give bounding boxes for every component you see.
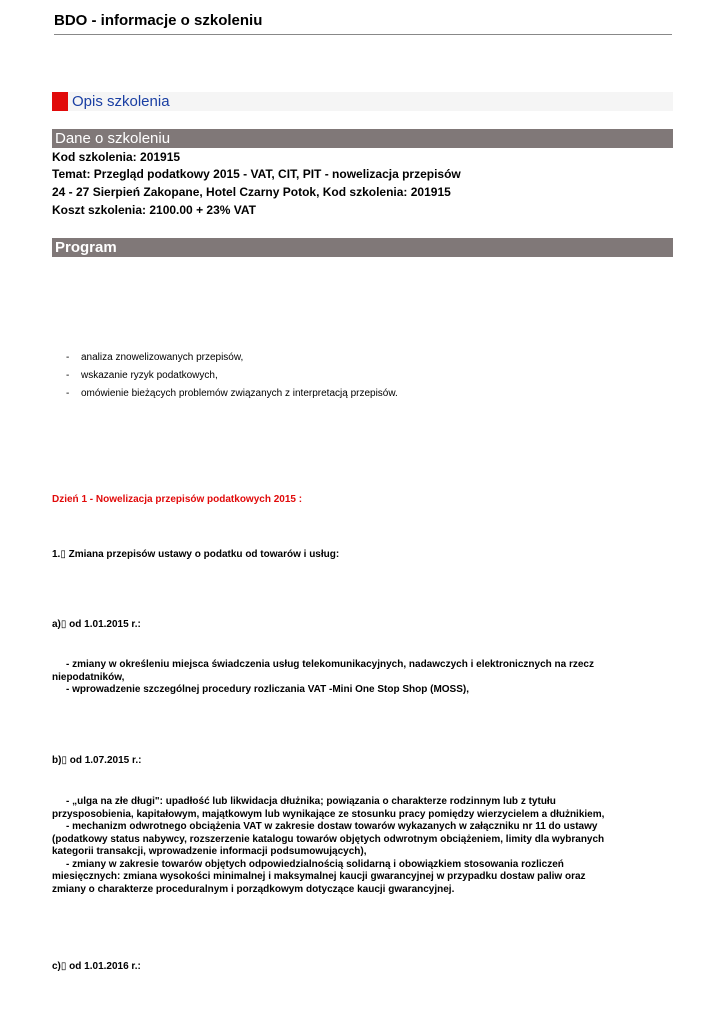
list-item: miesięcznych: zmiana wysokości minimalnej i maksymalnej kaucji gwarancyjnej w przypadku dostaw paliw oraz <box>52 871 586 882</box>
section-b-items <box>52 796 672 896</box>
list-item: - zmiany w zakresie towarów objętych odpowiedzialnością solidarną i obowiązkiem stosowania rozliczeń <box>66 858 564 870</box>
goals-list <box>66 350 398 404</box>
list-item: - wprowadzenie szczególnej procedury rozliczania VAT -Mini One Stop Shop (MOSS), <box>66 684 470 695</box>
list-item: - omówienie bieżących problemów związanych z interpretacją przepisów. <box>66 388 398 399</box>
list-item: przysposobienia, kapitałowym, majątkowym lub wynikające ze stosunku pracy pomiędzy wierzycielem a dłużnikiem, <box>52 808 605 820</box>
day1-title: Dzień 1 - Nowelizacja przepisów podatkowych 2015 : <box>52 494 303 505</box>
section-c-title: c)▯ od 1.01.2016 r.: <box>52 961 141 972</box>
red-square-icon <box>52 92 68 111</box>
page-title: BDO - informacje o szkoleniu <box>54 12 672 35</box>
training-cost: Koszt szkolenia: 2100.00 + 23% VAT <box>52 203 256 217</box>
section-a-title: a)▯ od 1.01.2015 r.: <box>52 619 141 630</box>
list-item: kategorii transakcji, wprowadzenie informacji podsumowujących), <box>52 846 367 857</box>
list-item: - zmiany w określeniu miejsca świadczenia usług telekomunikacyjnych, nadawczych i elektronicznych na rzecz <box>66 659 594 670</box>
training-date-place: 24 - 27 Sierpień Zakopane, Hotel Czarny Potok, Kod szkolenia: 201915 <box>52 185 451 199</box>
program-section-bar: Program <box>52 238 673 257</box>
list-item: - wskazanie ryzyk podatkowych, <box>66 370 218 381</box>
training-topic: Temat: Przegląd podatkowy 2015 - VAT, CIT, PIT - nowelizacja przepisów <box>52 167 461 181</box>
section-b-title: b)▯ od 1.07.2015 r.: <box>52 755 142 766</box>
list-item: zmiany o charakterze proceduralnym i porządkowym dotyczące kaucji gwarancyjnej. <box>52 883 455 895</box>
section-a-items <box>52 659 672 697</box>
description-header <box>52 92 673 111</box>
list-item: - „ulga na złe długi": upadłość lub likwidacja dłużnika; powiązania o charakterze rodzinnym lub z tytułu <box>66 796 556 807</box>
list-item: - mechanizm odwrotnego obciążenia VAT w zakresie dostaw towarów wykazanych w załączniku nr 11 do ustawy <box>66 821 598 832</box>
list-item: (podatkowy status nabywcy, rozszerzenie katalogu towarów objętych odwrotnym obciążeniem, limity dla wybranych <box>52 833 605 845</box>
point1-title: 1.▯ Zmiana przepisów ustawy o podatku od towarów i usług: <box>52 549 340 560</box>
training-code: Kod szkolenia: 201915 <box>52 150 181 164</box>
list-item: - analiza znowelizowanych przepisów, <box>66 352 244 363</box>
details-section-bar: Dane o szkoleniu <box>52 129 673 148</box>
description-title: Opis szkolenia <box>72 93 170 110</box>
list-item: niepodatników, <box>52 671 125 683</box>
